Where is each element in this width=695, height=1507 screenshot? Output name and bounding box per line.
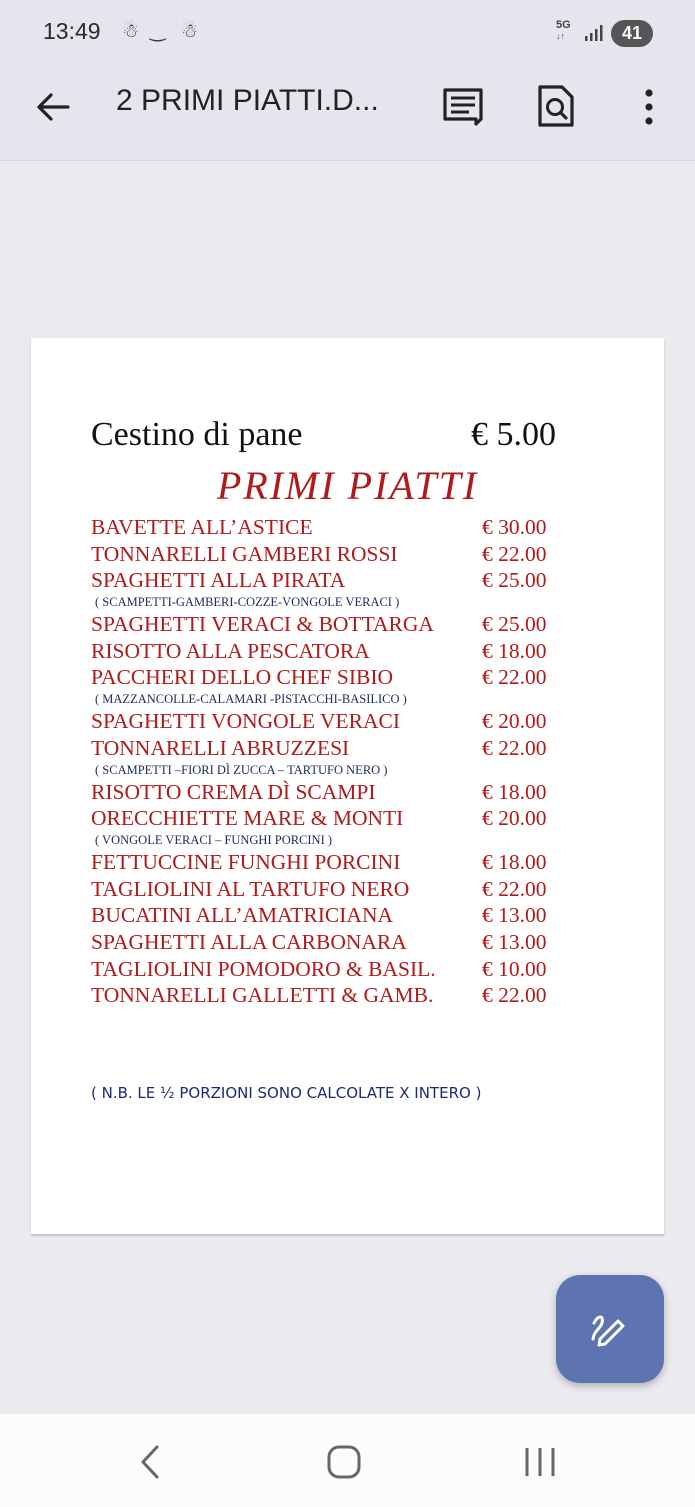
- comment-icon[interactable]: [440, 85, 486, 129]
- menu-item-name: PACCHERI DELLO CHEF SIBIO: [91, 665, 394, 690]
- menu-item-price: € 22.00: [482, 735, 547, 760]
- more-options-icon[interactable]: [634, 86, 664, 128]
- nav-back-icon[interactable]: [135, 1444, 165, 1480]
- menu-item-price: € 22.00: [482, 665, 547, 690]
- person-notification-icon: ☃: [122, 20, 140, 42]
- edit-fab-button[interactable]: [556, 1275, 664, 1383]
- menu-item: [91, 849, 631, 876]
- menu-item-name: BAVETTE ALL’ASTICE: [91, 515, 313, 539]
- menu-item-name: ORECCHIETTE MARE & MONTI: [91, 806, 404, 831]
- footnote: ( N.B. LE ½ PORZIONI SONO CALCOLATE X INTERO ): [91, 1084, 482, 1102]
- menu-item-price: € 30.00: [482, 515, 547, 539]
- menu-item-name: SPAGHETTI VERACI & BOTTARGA: [91, 612, 434, 637]
- menu-item-name: BUCATINI ALL’AMATRICIANA: [91, 903, 393, 928]
- back-arrow-icon[interactable]: [34, 88, 72, 126]
- menu-item-name: TAGLIOLINI POMODORO & BASIL.: [91, 956, 436, 981]
- document-page[interactable]: [31, 338, 664, 1234]
- top-app-area: [0, 0, 695, 161]
- menu-item-name: RISOTTO ALLA PESCATORA: [91, 638, 370, 663]
- person-notification-icon: ☃: [181, 20, 199, 42]
- menu-item-price: € 13.00: [482, 903, 547, 928]
- data-arrows-icon: ↓↑: [556, 31, 565, 41]
- menu-item-name: TONNARELLI ABRUZZESI: [91, 735, 350, 760]
- menu-item: [91, 708, 631, 735]
- network-type: [556, 20, 571, 42]
- document-title: 2 PRIMI PIATTI.D...: [116, 84, 379, 117]
- menu-item: [91, 638, 631, 665]
- menu-item-price: € 25.00: [482, 612, 547, 637]
- network-label: 5G: [556, 19, 571, 31]
- signal-icon: [584, 24, 604, 42]
- menu-item-note: ( SCAMPETTI-GAMBERI-COZZE-VONGOLE VERACI ): [95, 595, 400, 610]
- menu-item-name: TONNARELLI GALLETTI & GAMB.: [91, 983, 434, 1008]
- menu-item-price: € 22.00: [482, 876, 547, 901]
- menu-item: [91, 735, 631, 762]
- menu-item: [91, 956, 631, 983]
- menu-item: [91, 514, 631, 541]
- menu-item-name: FETTUCCINE FUNGHI PORCINI: [91, 849, 401, 874]
- menu-item: [91, 805, 631, 832]
- nav-recent-apps-icon[interactable]: [520, 1444, 560, 1480]
- bread-row: [91, 416, 611, 456]
- menu-item-note: ( MAZZANCOLLE-CALAMARI -PISTACCHI-BASILICO ): [95, 692, 407, 707]
- menu-item: [91, 929, 631, 956]
- menu-item-name: RISOTTO CREMA DÌ SCAMPI: [91, 779, 376, 804]
- menu-item-note: ( VONGOLE VERACI – FUNGHI PORCINI ): [95, 832, 333, 847]
- status-time: 13:49: [43, 18, 101, 44]
- nav-home-icon[interactable]: [325, 1443, 363, 1481]
- menu-item-price: € 22.00: [482, 983, 547, 1008]
- menu-item-price: € 18.00: [482, 849, 547, 874]
- menu-item: [91, 902, 631, 929]
- menu-item-name: SPAGHETTI ALLA PIRATA: [91, 568, 346, 593]
- search-document-icon[interactable]: [535, 83, 577, 129]
- menu-item: [91, 664, 631, 691]
- menu-item-price: € 22.00: [482, 541, 547, 566]
- menu-item: [91, 779, 631, 806]
- bread-label: Cestino di pane: [91, 416, 303, 453]
- battery-indicator: 41: [611, 20, 653, 47]
- edit-pen-icon: [590, 1309, 630, 1349]
- menu-item-price: € 18.00: [482, 638, 547, 663]
- menu-item-name: SPAGHETTI VONGOLE VERACI: [91, 709, 400, 734]
- menu-item: [91, 567, 631, 594]
- menu-item-price: € 10.00: [482, 956, 547, 981]
- menu-list: [91, 514, 631, 1009]
- menu-item-price: € 20.00: [482, 709, 547, 734]
- menu-item: [91, 982, 631, 1009]
- smile-notification-icon: ‿: [150, 20, 166, 42]
- bread-price: € 5.00: [471, 416, 556, 453]
- system-navigation-bar: [0, 1414, 695, 1507]
- menu-item: [91, 611, 631, 638]
- menu-heading: PRIMI PIATTI: [216, 463, 479, 508]
- menu-item-price: € 13.00: [482, 929, 547, 954]
- menu-item: [91, 541, 631, 568]
- menu-item-name: TONNARELLI GAMBERI ROSSI: [91, 541, 398, 566]
- menu-item-price: € 20.00: [482, 806, 547, 831]
- menu-item-name: SPAGHETTI ALLA CARBONARA: [91, 929, 407, 954]
- menu-item: [91, 876, 631, 903]
- menu-item-note: ( SCAMPETTI –FIORI DÌ ZUCCA – TARTUFO NERO ): [95, 762, 388, 777]
- menu-item-price: € 25.00: [482, 568, 547, 593]
- menu-item-name: TAGLIOLINI AL TARTUFO NERO: [91, 876, 410, 901]
- menu-item-price: € 18.00: [482, 779, 547, 804]
